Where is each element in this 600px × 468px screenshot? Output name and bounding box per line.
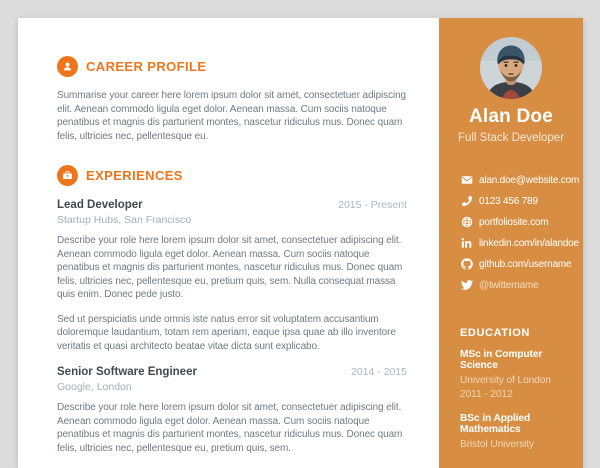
contact-phone[interactable]	[460, 195, 577, 207]
job-period: 2015 - Present	[338, 199, 407, 211]
education-title: EDUCATION	[460, 327, 530, 339]
contact-label: portfoliosite.com	[479, 216, 549, 228]
education-period: 2011 - 2012	[460, 388, 513, 400]
education-degree: BSc in Applied Mathematics	[460, 413, 531, 435]
job-entry	[57, 198, 407, 353]
job-description: Describe your role here lorem ipsum dolor sit amet, consectetuer adipiscing elit. Aenean commodo ligula eget dolor. Aenean massa. Cum sociis natoque penatibus et magnis dis parturient montes, nascetur ridiculus mus. Donec quam felis, ultricies nec, pellentesque eu, pretium quis, sem.	[57, 402, 403, 454]
career-summary: Summarise your career here lorem ipsum dolor sit amet, consectetuer adipiscing elit. Aenean commodo ligula eget dolor. Aenean massa. Cum sociis natoque penatibus et magnis dis parturient montes, nascetur ridiculus mus. Donec quam felis, ultricies nec, pellentesque eu.	[57, 90, 407, 142]
user-icon	[57, 56, 78, 77]
education-school: University of London	[460, 375, 551, 386]
briefcase-icon	[57, 165, 78, 186]
resume-sheet	[18, 18, 583, 468]
job-company: Google, London	[57, 381, 132, 393]
education-entry	[460, 413, 577, 452]
job-period: 2014 - 2015	[350, 366, 407, 378]
contact-list	[439, 174, 583, 291]
profile-role: Full Stack Developer	[457, 132, 565, 144]
job-company: Startup Hubs, San Francisco	[57, 214, 192, 226]
career-profile-header	[57, 56, 407, 77]
contact-label: github.com/username	[479, 258, 572, 270]
job-header	[57, 365, 407, 393]
sidebar	[439, 18, 583, 468]
job-title: Lead Developer	[57, 199, 143, 211]
job-description: Sed ut perspiciatis unde omnis iste natus error sit voluptatem accusantium doloremque laudantium, totam rem aperiam, eaque ipsa quae ab illo inventore veritatis et quasi architecto beatae vitae dicta sunt explicabo.	[57, 313, 396, 352]
job-description: Describe your role here lorem ipsum dolor sit amet, consectetuer adipiscing elit. Aenean commodo ligula eget dolor. Aenean massa. Cum sociis natoque penatibus et magnis dis parturient montes, nascetur ridiculus mus. Donec quam felis, ultricies nec, pellentesque eu, pretium quis, sem. Nulla consequat massa quis enim. Donec pede justo.	[57, 235, 403, 300]
job-title-block	[57, 198, 191, 226]
job-title-block	[57, 365, 197, 393]
experiences-title: EXPERIENCES	[86, 168, 183, 183]
contact-email[interactable]	[460, 174, 580, 186]
contact-label: 0123 456 789	[479, 195, 538, 207]
section-career-profile	[57, 56, 407, 143]
phone-icon	[460, 196, 473, 206]
career-profile-title: CAREER PROFILE	[86, 59, 207, 74]
job-entry	[57, 365, 407, 455]
profile-name: Alan Doe	[469, 106, 553, 127]
contact-linkedin[interactable]	[460, 237, 577, 249]
contact-website[interactable]	[460, 216, 577, 228]
contact-label: linkedin.com/in/alandoe	[479, 237, 579, 249]
job-header	[57, 198, 407, 226]
linkedin-icon	[460, 238, 473, 249]
section-education	[439, 327, 583, 452]
globe-icon	[460, 216, 473, 228]
contact-github[interactable]	[460, 258, 577, 270]
section-experiences	[57, 165, 407, 455]
main-column	[18, 18, 439, 468]
education-school: Bristol University	[460, 439, 535, 450]
education-degree: MSc in Computer Science	[460, 349, 543, 371]
twitter-icon	[460, 279, 473, 291]
contact-label: @twittername	[479, 279, 539, 291]
job-title: Senior Software Engineer	[57, 366, 197, 378]
github-icon	[460, 258, 473, 270]
experiences-header	[57, 165, 407, 186]
contact-twitter[interactable]	[460, 279, 577, 291]
education-entry	[460, 349, 577, 401]
avatar	[480, 37, 542, 99]
contact-label: alan.doe@website.com	[479, 174, 580, 186]
email-icon	[460, 174, 473, 186]
